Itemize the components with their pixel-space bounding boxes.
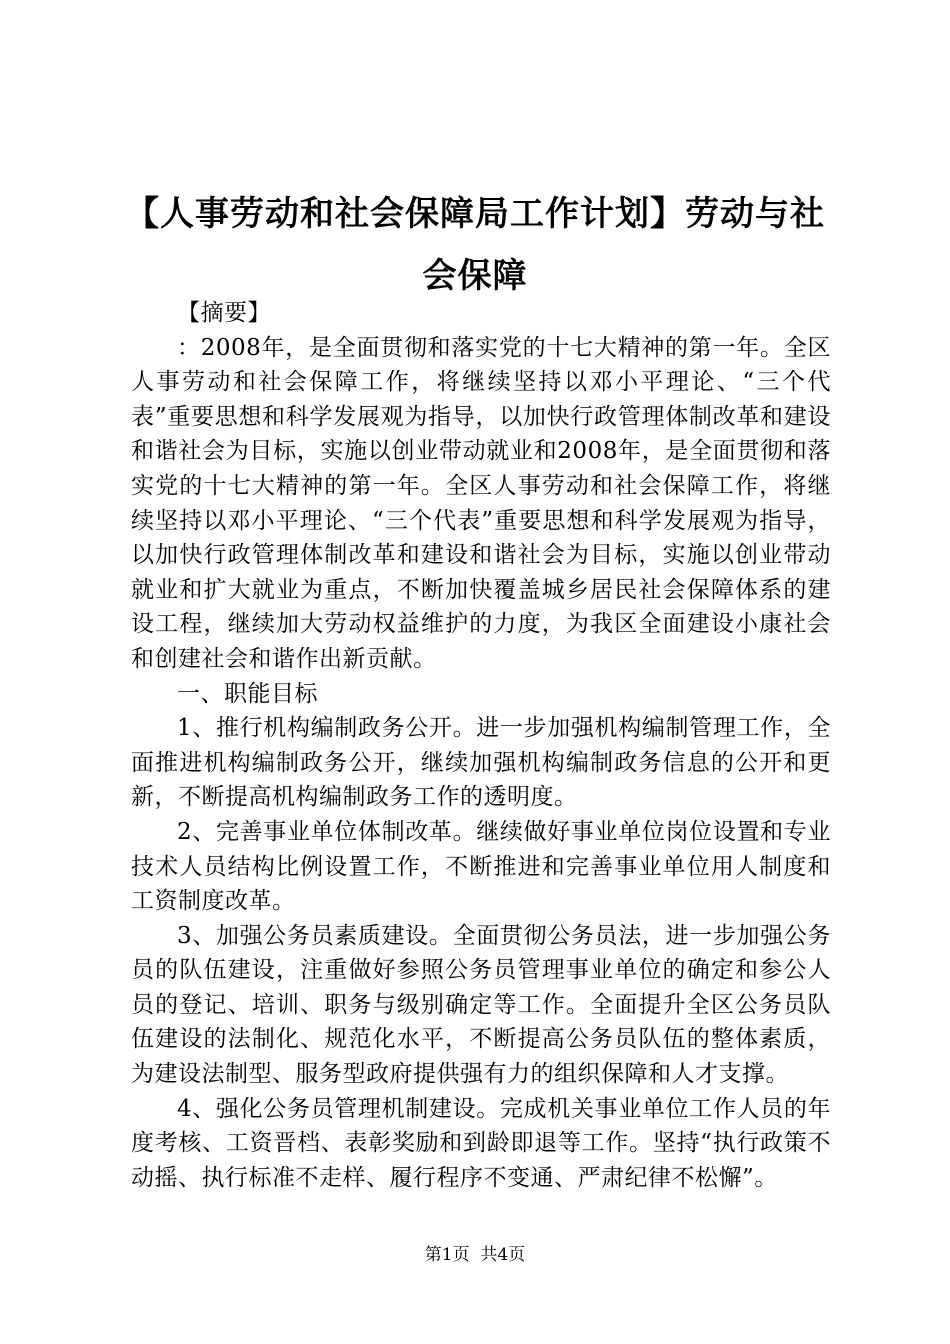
document-body [131,296,831,1195]
abstract-heading: 【摘要】 [177,300,271,326]
item-paragraph-1: 1、推行机构编制政务公开。进一步加强机构编制管理工作，全面推进机构编制政务公开，继续加强机构编制政务信息的公开和更新，不断提高机构编制政务工作的透明度。 [131,715,831,811]
item-paragraph-4: 4、强化公务员管理机制建设。完成机关事业单位工作人员的年度考核、工资晋档、表彰奖励和到龄即退等工作。坚持“执行政策不动摇、执行标准不走样、履行程序不变通、严肃纪律不松懈”。 [131,1095,831,1191]
item-paragraph-3: 3、加强公务员素质建设。全面贯彻公务员法，进一步加强公务员的队伍建设，注重做好参照公务员管理事业单位的确定和参公人员的登记、培训、职务与级别确定等工作。全面提升全区公务员队伍建设的法制化、规范化水平，不断提高公务员队伍的整体素质，为建设法制型、服务型政府提供强有力的组织保障和人才支撑。 [131,922,831,1088]
page-number: 第1页 共4页 [424,1245,526,1265]
item-paragraph-2: 2、完善事业单位体制改革。继续做好事业单位岗位设置和专业技术人员结构比例设置工作，不断推进和完善事业单位用人制度和工资制度改革。 [131,818,831,915]
document-title: 【人事劳动和社会保障局工作计划】劳动与社会保障 [125,194,825,296]
page-footer [0,1243,950,1267]
section-heading: 一、职能目标 [177,680,318,707]
abstract-paragraph: ：2008年，是全面贯彻和落实党的十七大精神的第一年。全区人事劳动和社会保障工作，将继续坚持以邓小平理论、“三个代表”重要思想和科学发展观为指导，以加快行政管理体制改革和建设和谐社会为目标，实施以创业带动就业和2008年，是全面贯彻和落实党的十七大精神的第一年。全区人事劳动和社会保障工作，将继续坚持以邓小平理论、“三个代表”重要思想和科学发展观为指导，以加快行政管理体制改革和建设和谐社会为目标，实施以创业带动就业和扩大就业为重点，不断加快覆盖城乡居民社会保障体系的建设工程，继续加大劳动权益维护的力度，为我区全面建设小康社会和创建社会和谐作出新贡献。 [131,334,831,672]
